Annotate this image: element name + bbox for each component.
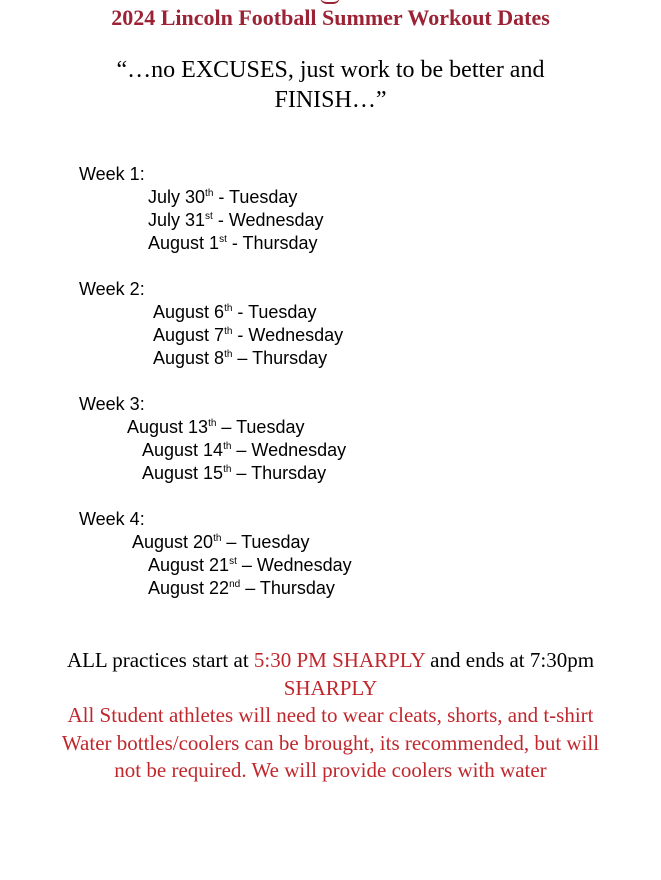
- week-2-day-3: August 8th – Thursday: [153, 348, 328, 368]
- week-1-day-3: August 1st - Thursday: [148, 233, 318, 253]
- week-2-day-1: August 6th - Tuesday: [153, 302, 317, 322]
- week-4-day-1: August 20th – Tuesday: [132, 532, 310, 552]
- attire-notice: All Student athletes will need to wear cleats, shorts, and t-shirt: [67, 703, 594, 727]
- sharply-emphasis: SHARPLY: [283, 675, 378, 700]
- practice-start-time: 5:30 PM SHARPLY: [253, 648, 425, 672]
- week-2-day-2: August 7th - Wednesday: [153, 325, 344, 345]
- week-4-day-2: August 21st – Wednesday: [148, 555, 352, 575]
- water-notice: Water bottles/coolers can be brought, its recommended, but will not be required. We will provide coolers with water: [61, 730, 600, 782]
- week-3-label: Week 3:: [79, 394, 145, 414]
- week-1-day-2: July 31st - Wednesday: [148, 210, 324, 230]
- practice-time-line: ALL practices start at 5:30 PM SHARPLY and ends at 7:30pm: [66, 648, 595, 672]
- practice-notice: [60, 647, 601, 785]
- week-4-day-3: August 22nd – Thursday: [148, 578, 335, 598]
- week-3-day-3: August 15th – Thursday: [142, 463, 327, 483]
- week-1-label: Week 1:: [79, 164, 145, 184]
- motto-quote: “…no EXCUSES, just work to be better and FINISH…”: [116, 57, 545, 113]
- week-4-label: Week 4:: [79, 509, 145, 529]
- page-title: 2024 Lincoln Football Summer Workout Dates: [111, 5, 550, 30]
- week-1-day-1: July 30th - Tuesday: [148, 187, 298, 207]
- week-2-label: Week 2:: [79, 279, 145, 299]
- week-3-day-1: August 13th – Tuesday: [127, 417, 305, 437]
- week-3-day-2: August 14th – Wednesday: [142, 440, 347, 460]
